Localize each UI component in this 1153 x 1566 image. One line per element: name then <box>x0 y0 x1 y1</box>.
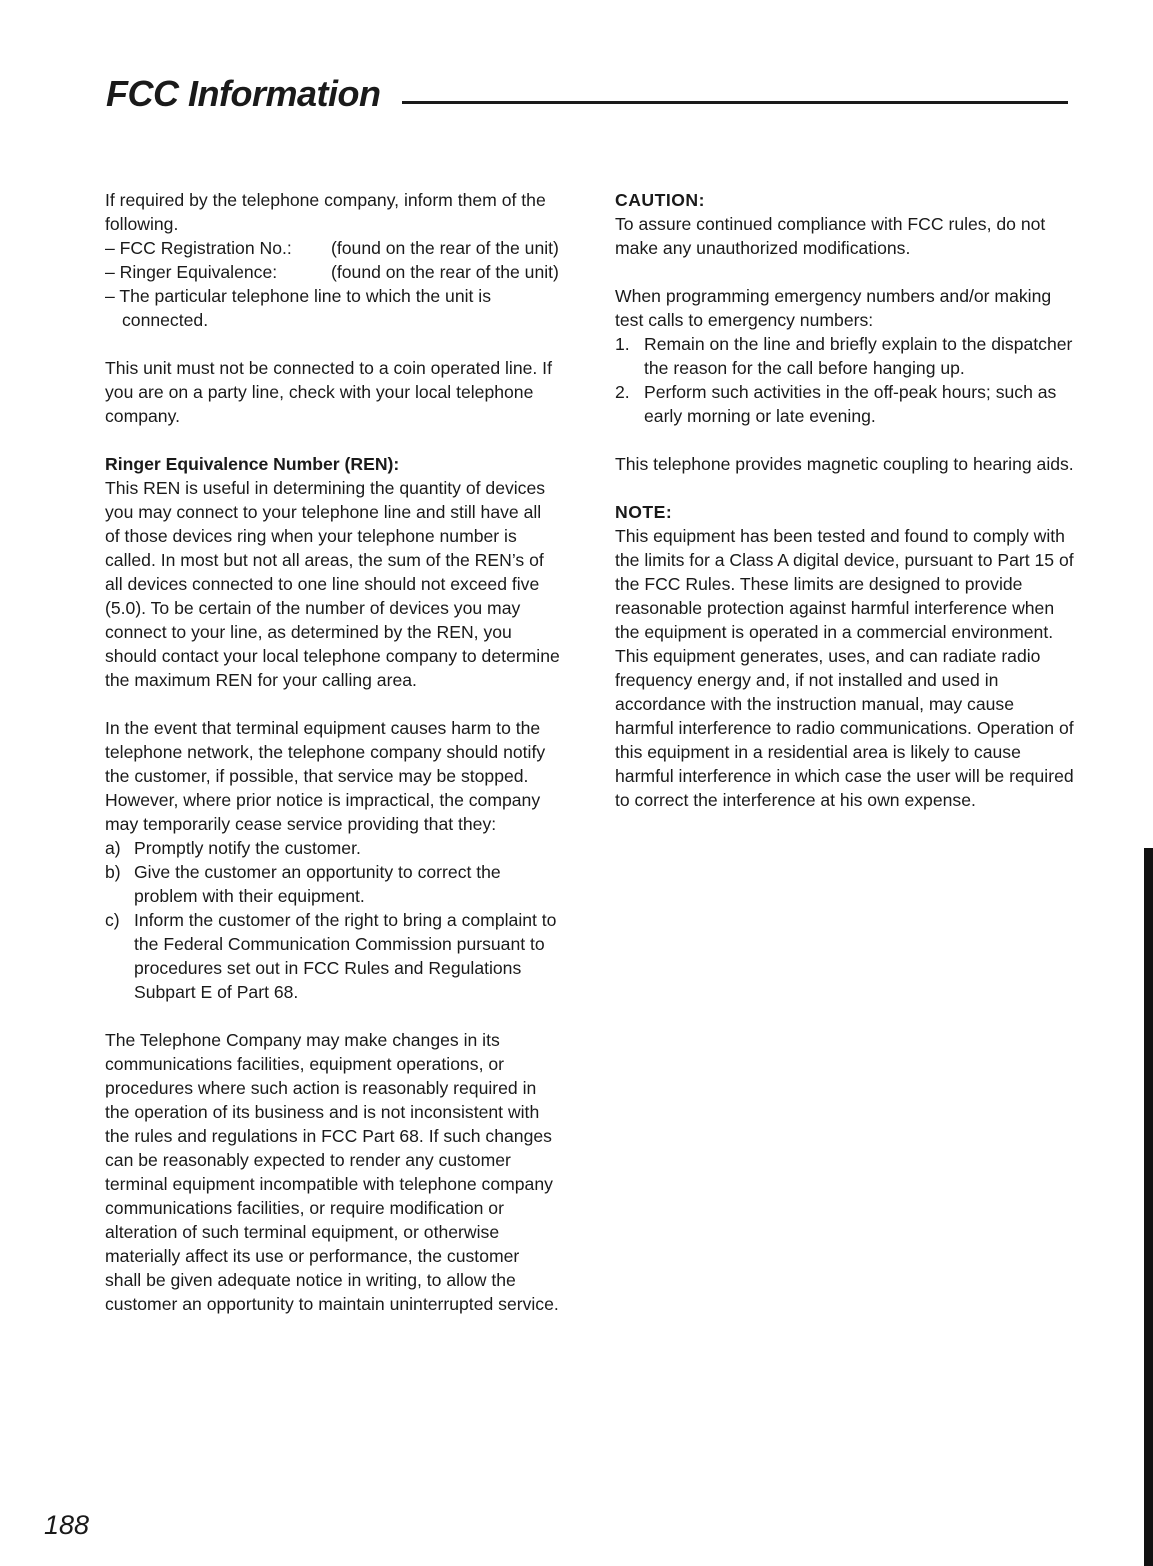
harm-list-item <box>105 836 560 860</box>
ren-heading: Ringer Equivalence Number (REN): <box>105 454 400 474</box>
coin-line-paragraph: This unit must not be connected to a coin operated line. If you are on a party line, check with your local telephone company. <box>105 358 552 426</box>
list-item-text: Promptly notify the customer. <box>134 838 361 858</box>
emergency-intro: When programming emergency numbers and/or making test calls to emergency numbers: <box>615 286 1052 330</box>
right-column <box>615 188 1077 812</box>
harm-list-item <box>105 860 560 908</box>
info-item-fcc-registration <box>105 236 560 260</box>
harm-paragraph: In the event that terminal equipment causes harm to the telephone network, the telephone company should notify the customer, if possible, that service may be stopped. However, where prior notice is impractical, the company may temporarily cease service providing that they: <box>105 718 546 834</box>
list-marker: a) <box>105 838 121 858</box>
info-item-label: – Ringer Equivalence: <box>105 262 278 282</box>
info-item-telephone-line: – The particular telephone line to which the unit is connected. <box>105 286 491 330</box>
harm-list-item <box>105 908 560 1004</box>
caution-text: To assure continued compliance with FCC rules, do not make any unauthorized modifications. <box>615 214 1046 258</box>
page-number: 188 <box>44 1510 90 1540</box>
info-item-value: (found on the rear of the unit) <box>331 238 559 258</box>
hearing-aid-text: This telephone provides magnetic coupling to hearing aids. <box>615 454 1074 474</box>
intro-paragraph: If required by the telephone company, inform them of the following. <box>105 190 546 234</box>
page-title: FCC Information <box>106 73 381 114</box>
list-marker: c) <box>105 910 120 930</box>
left-column <box>105 188 560 1316</box>
caution-heading: CAUTION: <box>615 190 706 210</box>
list-marker: 1. <box>615 334 630 354</box>
title-rule <box>402 101 1068 104</box>
note-heading: NOTE: <box>615 502 673 522</box>
info-item-ringer-equivalence <box>105 260 560 284</box>
note-text: This equipment has been tested and found to comply with the limits for a Class A digital device, pursuant to Part 15 of the FCC Rules. These limits are designed to provide reasonable protection against harmful interference when the equipment is operated in a commercial environment. This equipment generates, uses, and can radiate radio frequency energy and, if not installed and used in accordance with the instruction manual, may cause harmful interference to radio communications. Operation of this equipment in a residential area is likely to cause harmful interference in which case the user will be required to correct the interference at his own expense. <box>615 526 1074 810</box>
list-marker: b) <box>105 862 121 882</box>
emergency-list-item <box>615 332 1077 380</box>
scan-edge-bar <box>1144 848 1153 1566</box>
changes-paragraph: The Telephone Company may make changes in its communications facilities, equipment operations, or procedures where such action is reasonably required in the operation of its business and is not inconsistent with the rules and regulations in FCC Part 68. If such changes can be reasonably expected to render any customer terminal equipment incompatible with telephone company communications facilities, or require modification or alteration of such terminal equipment, or otherwise materially affect its use or performance, the customer shall be given adequate notice in writing, to allow the customer an opportunity to maintain uninterrupted service. <box>105 1030 559 1314</box>
list-item-text: Inform the customer of the right to bring a complaint to the Federal Communication Commission pursuant to procedures set out in FCC Rules and Regulations Subpart E of Part 68. <box>134 910 557 1002</box>
emergency-list-item <box>615 380 1077 428</box>
list-marker: 2. <box>615 382 630 402</box>
info-item-value: (found on the rear of the unit) <box>331 262 559 282</box>
info-item-label: – FCC Registration No.: <box>105 238 292 258</box>
ren-paragraph: This REN is useful in determining the quantity of devices you may connect to your telephone line and still have all of those devices ring when your telephone number is called. In most but not all areas, the sum of the REN’s of all devices connected to one line should not exceed five (5.0). To be certain of the number of devices you may connect to your line, as determined by the REN, you should contact your local telephone company to determine the maximum REN for your calling area. <box>105 478 560 690</box>
list-item-text: Remain on the line and briefly explain to the dispatcher the reason for the call before hanging up. <box>644 334 1073 378</box>
list-item-text: Perform such activities in the off-peak hours; such as early morning or late evening. <box>644 382 1057 426</box>
list-item-text: Give the customer an opportunity to correct the problem with their equipment. <box>134 862 501 906</box>
